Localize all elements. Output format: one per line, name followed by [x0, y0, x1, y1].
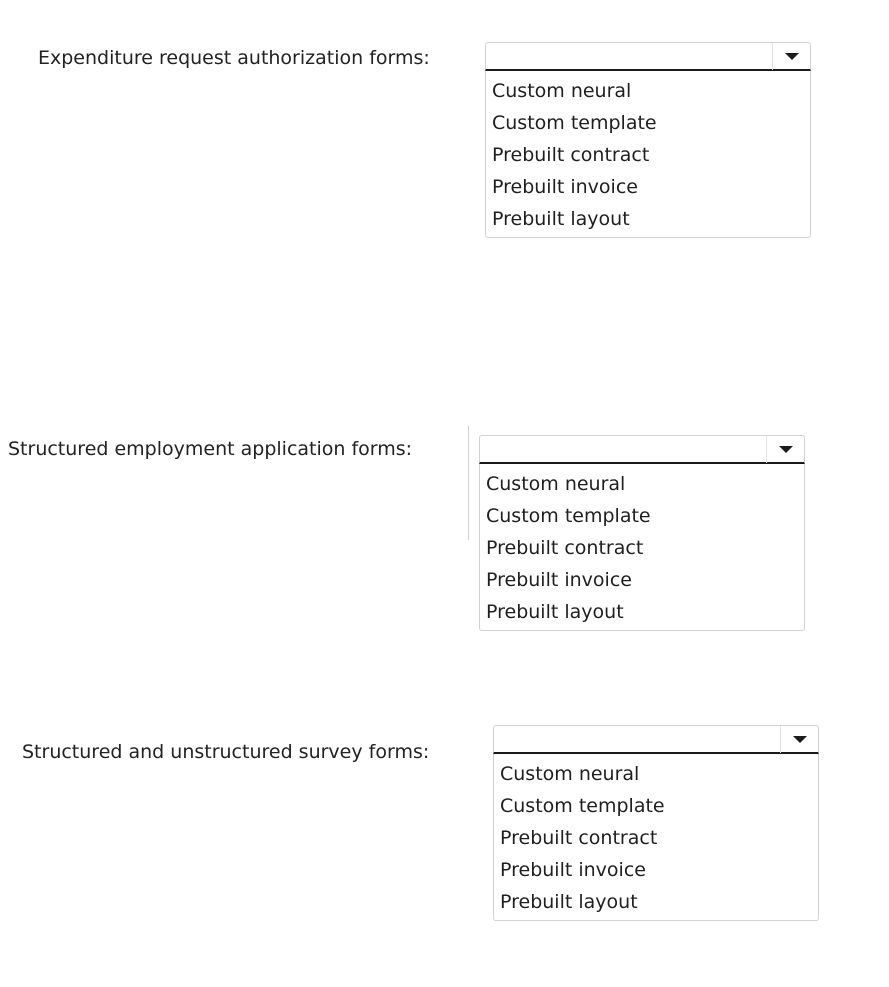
employment-application-label: Structured employment application forms:	[8, 438, 413, 460]
option-custom-template[interactable]: Custom template	[492, 112, 657, 134]
option-prebuilt-contract[interactable]: Prebuilt contract	[486, 537, 644, 559]
dropdown-header[interactable]	[479, 435, 805, 464]
option-prebuilt-invoice[interactable]: Prebuilt invoice	[500, 859, 646, 881]
employment-application-dropdown[interactable]	[479, 435, 805, 631]
option-prebuilt-contract[interactable]: Prebuilt contract	[500, 827, 658, 849]
option-prebuilt-layout[interactable]: Prebuilt layout	[486, 601, 624, 623]
caret-down-icon[interactable]	[766, 436, 804, 463]
survey-forms-dropdown[interactable]	[493, 725, 819, 921]
expenditure-request-label: Expenditure request authorization forms:	[38, 47, 430, 69]
option-custom-neural[interactable]: Custom neural	[486, 473, 626, 495]
option-custom-neural[interactable]: Custom neural	[500, 763, 640, 785]
options-list	[479, 464, 805, 631]
option-custom-template[interactable]: Custom template	[486, 505, 651, 527]
dropdown-header[interactable]	[485, 42, 811, 71]
option-prebuilt-contract[interactable]: Prebuilt contract	[492, 144, 650, 166]
options-list	[485, 71, 811, 238]
option-prebuilt-layout[interactable]: Prebuilt layout	[492, 208, 630, 230]
option-custom-template[interactable]: Custom template	[500, 795, 665, 817]
divider	[468, 426, 469, 540]
caret-down-icon[interactable]	[780, 726, 818, 753]
option-prebuilt-invoice[interactable]: Prebuilt invoice	[486, 569, 632, 591]
survey-forms-label: Structured and unstructured survey forms:	[22, 741, 430, 763]
caret-down-icon[interactable]	[772, 43, 810, 70]
option-prebuilt-invoice[interactable]: Prebuilt invoice	[492, 176, 638, 198]
dropdown-header[interactable]	[493, 725, 819, 754]
options-list	[493, 754, 819, 921]
option-custom-neural[interactable]: Custom neural	[492, 80, 632, 102]
option-prebuilt-layout[interactable]: Prebuilt layout	[500, 891, 638, 913]
expenditure-request-dropdown[interactable]	[485, 42, 811, 238]
